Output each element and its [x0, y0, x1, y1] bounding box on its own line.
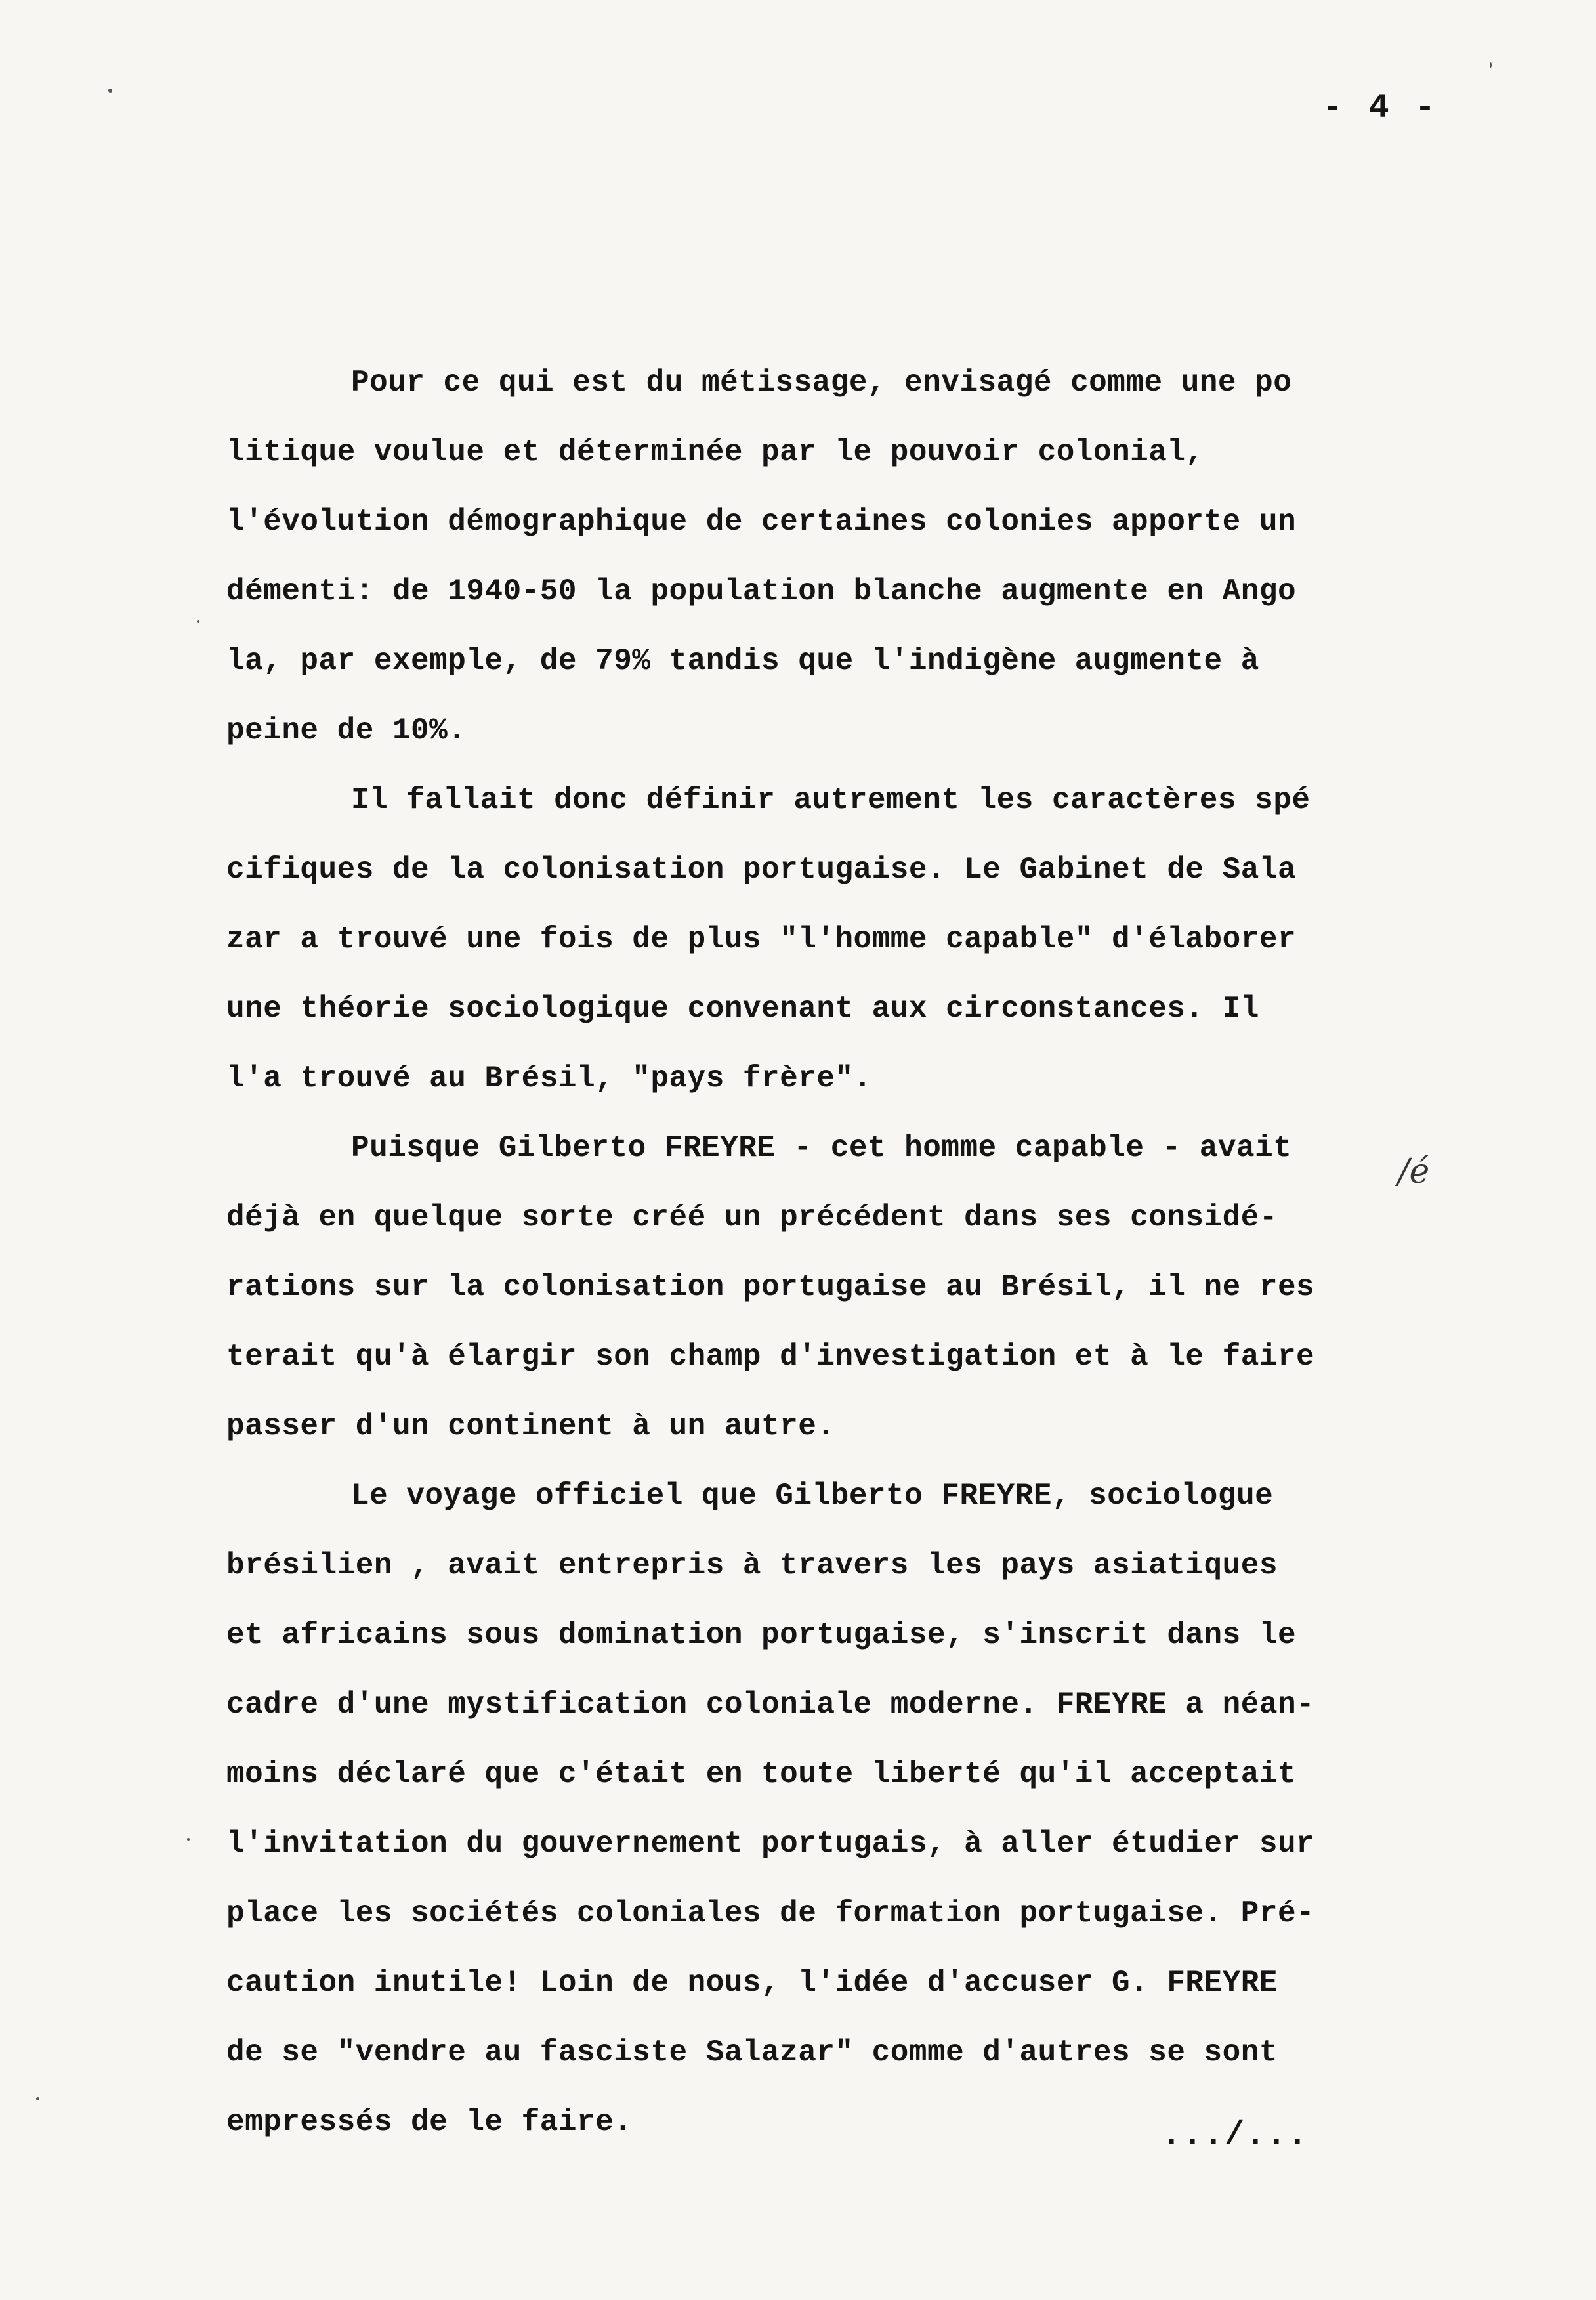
- body-text: [226, 348, 1421, 2157]
- text-line: passer d'un continent à un autre.: [226, 1409, 835, 1443]
- scan-speck: [197, 620, 200, 623]
- scan-speck: [108, 89, 112, 93]
- scan-speck: [36, 2097, 39, 2100]
- text-line: Le voyage officiel que Gilberto FREYRE, sociologue: [351, 1479, 1274, 1513]
- text-line: cadre d'une mystification coloniale moderne. FREYRE a néan-: [226, 1688, 1315, 1722]
- text-line: litique voulue et déterminée par le pouvoir colonial,: [226, 435, 1204, 469]
- text-line: place les sociétés coloniales de formation portugaise. Pré-: [226, 1896, 1315, 1930]
- scan-speck: [1490, 62, 1492, 68]
- text-line: terait qu'à élargir son champ d'investigation et à le faire: [226, 1340, 1315, 1374]
- text-line: Pour ce qui est du métissage, envisagé comme une po: [351, 366, 1292, 400]
- margin-correction-note: /é: [1398, 1152, 1430, 1191]
- text-line: peine de 10%.: [226, 713, 467, 748]
- text-line: Puisque Gilberto FREYRE - cet homme capable - avait: [351, 1131, 1292, 1165]
- text-line: moins déclaré que c'était en toute liberté qu'il acceptait: [226, 1757, 1297, 1791]
- text-line: l'évolution démographique de certaines colonies apporte un: [226, 505, 1297, 539]
- text-line: une théorie sociologique convenant aux circonstances. Il: [226, 992, 1259, 1026]
- text-line: brésilien , avait entrepris à travers les pays asiatiques: [226, 1548, 1278, 1583]
- text-line: Il fallait donc définir autrement les caractères spé: [351, 783, 1311, 817]
- text-line: rations sur la colonisation portugaise au Brésil, il ne res: [226, 1270, 1315, 1304]
- text-line: déjà en quelque sorte créé un précédent dans ses considé-: [226, 1201, 1278, 1235]
- text-line: de se "vendre au fasciste Salazar" comme d'autres se sont: [226, 2035, 1278, 2070]
- text-line: zar a trouvé une fois de plus "l'homme capable" d'élaborer: [226, 922, 1297, 956]
- text-line: cifiques de la colonisation portugaise. Le Gabinet de Sala: [226, 853, 1297, 887]
- text-line: démenti: de 1940-50 la population blanche augmente en Ango: [226, 574, 1297, 608]
- continuation-mark: .../...: [1162, 2117, 1309, 2154]
- text-line: l'a trouvé au Brésil, "pays frère".: [226, 1061, 872, 1096]
- text-line: et africains sous domination portugaise, s'inscrit dans le: [226, 1618, 1297, 1652]
- text-line: l'invitation du gouvernement portugais, à aller étudier sur: [226, 1827, 1315, 1861]
- text-line: caution inutile! Loin de nous, l'idée d'accuser G. FREYRE: [226, 1966, 1278, 2000]
- text-line: la, par exemple, de 79% tandis que l'indigène augmente à: [226, 644, 1259, 678]
- page-number: - 4 -: [1322, 89, 1438, 127]
- text-line: empressés de le faire.: [226, 2105, 633, 2139]
- scan-speck: [187, 1838, 190, 1841]
